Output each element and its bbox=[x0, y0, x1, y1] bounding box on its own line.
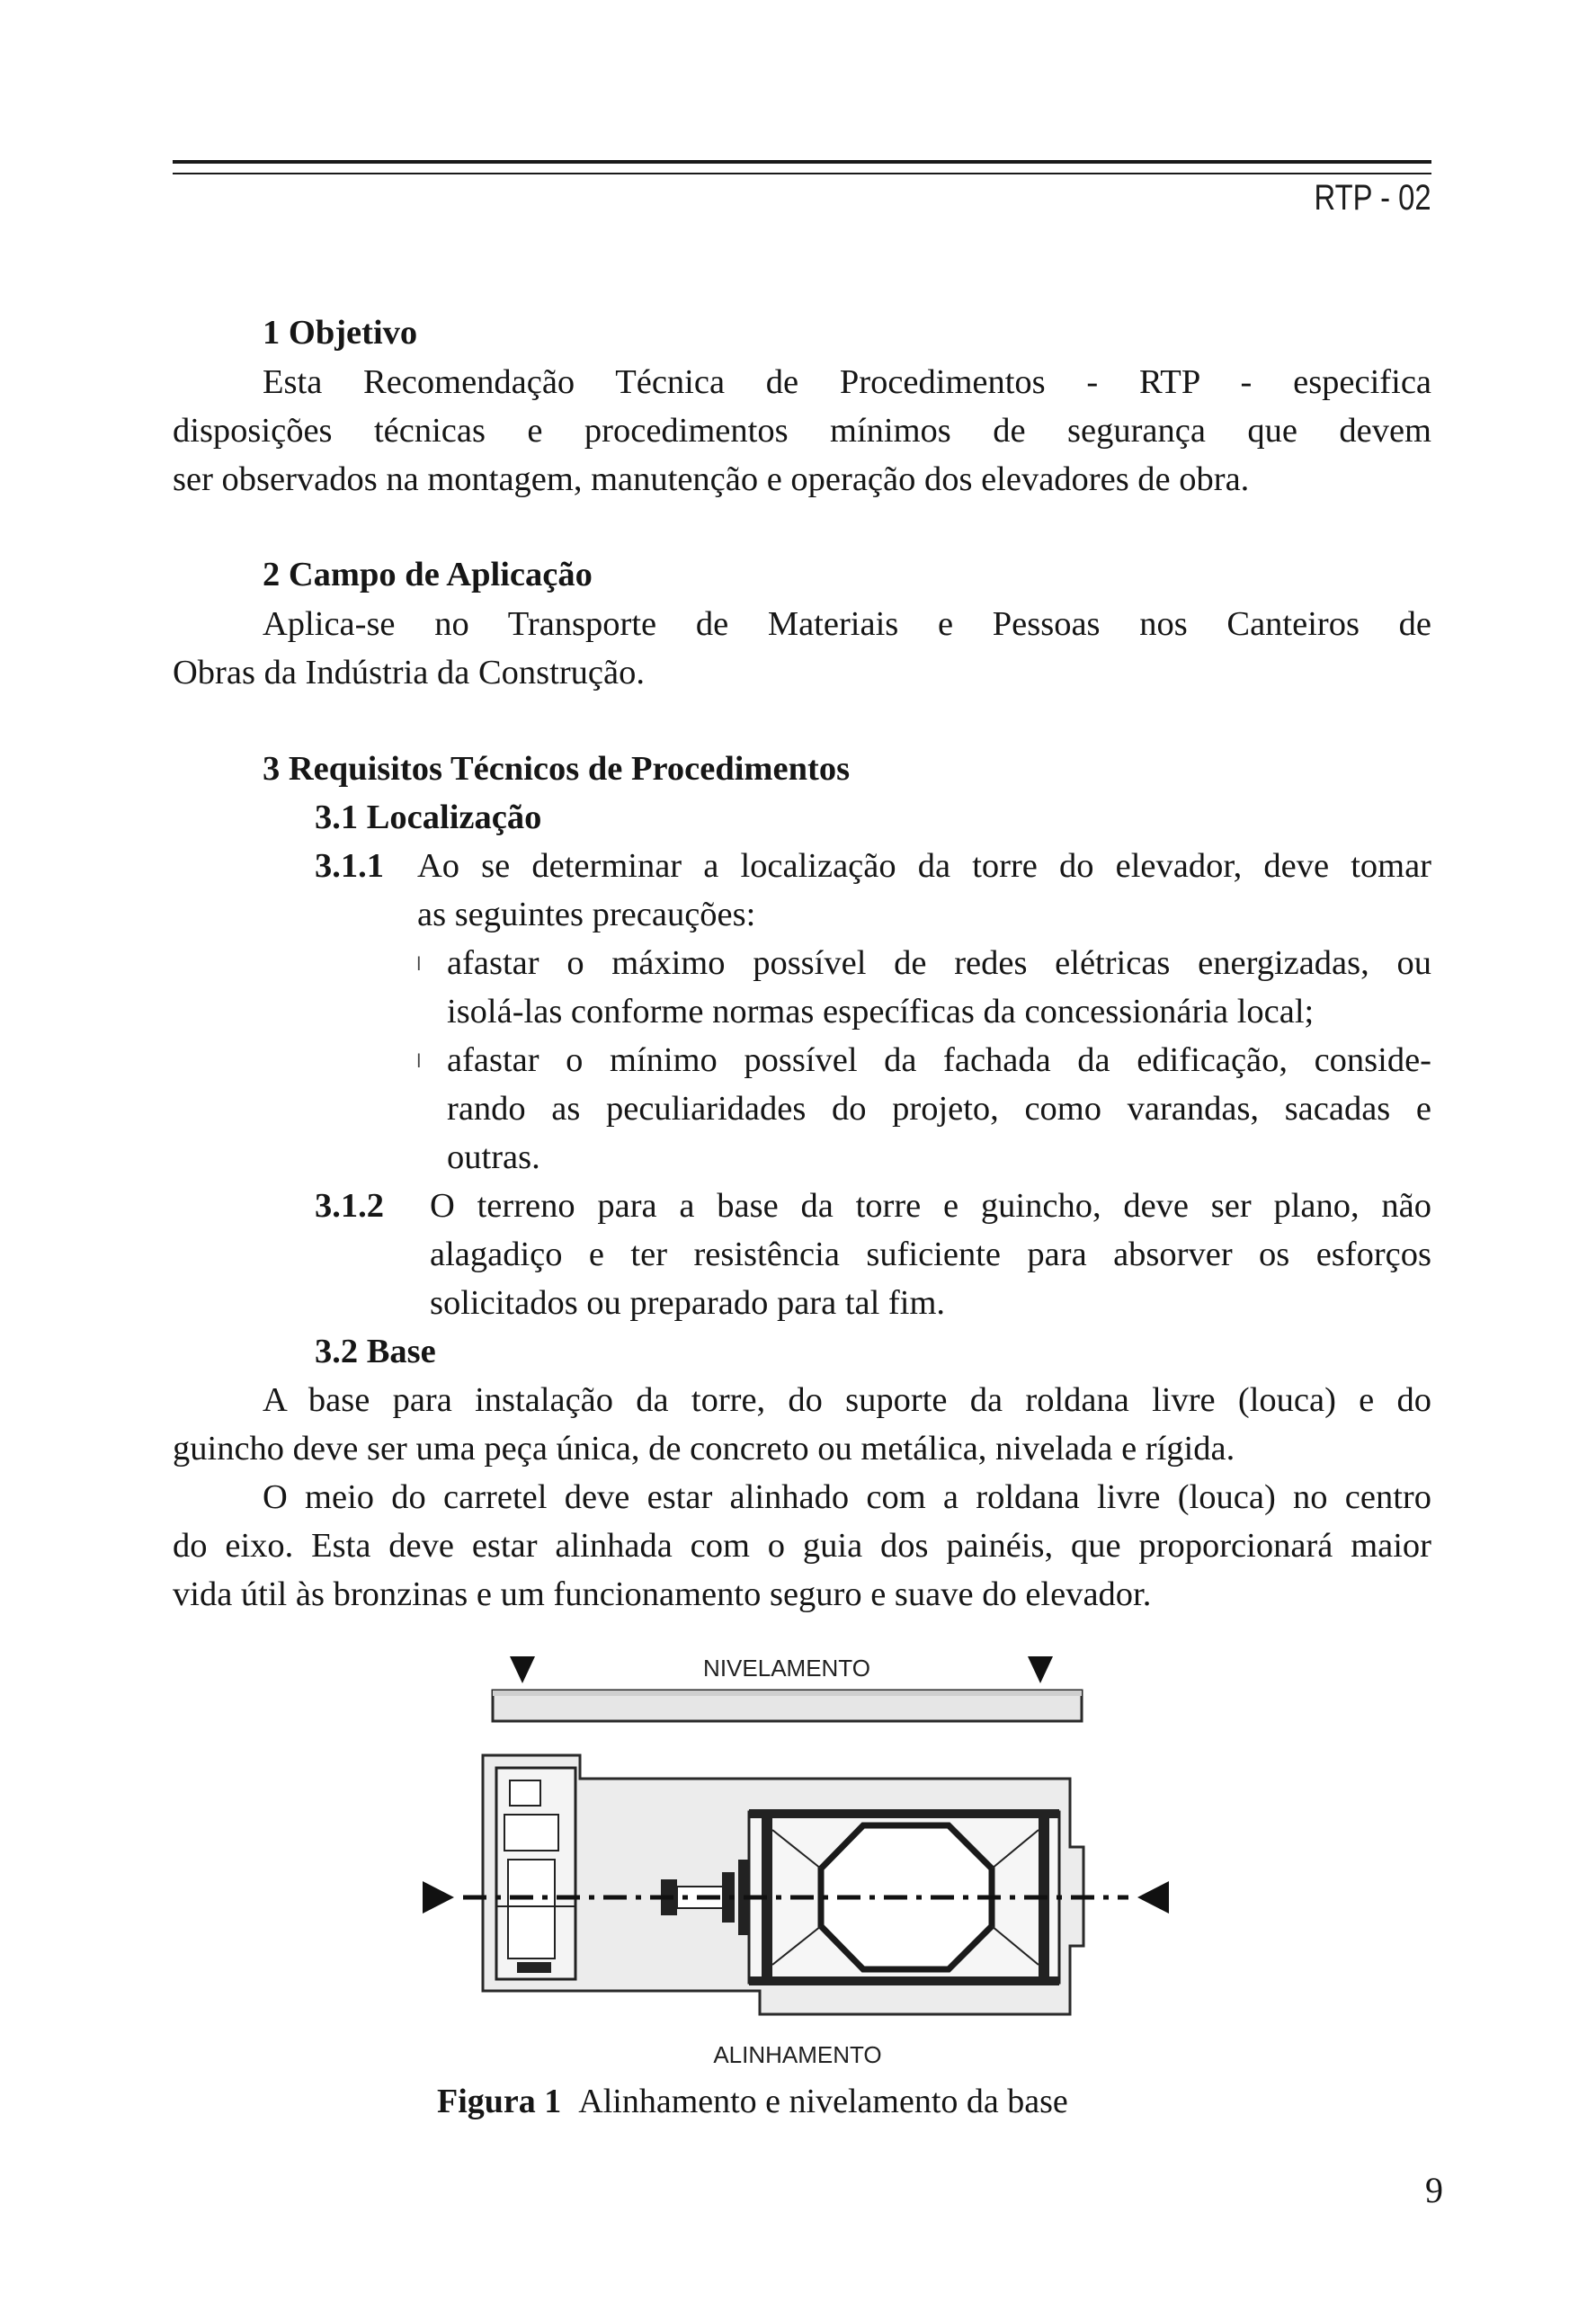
base-paragraph-1-line: A base para instalação da torre, do suporte da roldana livre (louca) e do bbox=[263, 1381, 1431, 1419]
item-3-1-2-number: 3.1.2 bbox=[315, 1187, 384, 1225]
section-1-line: ser observados na montagem, manutenção e operação dos elevadores de obra. bbox=[173, 460, 1250, 498]
level-marker-right-icon bbox=[1028, 1656, 1053, 1683]
bullet-1-line: isolá-las conforme normas específicas da concessionária local; bbox=[447, 993, 1315, 1031]
section-1-heading: 1 Objetivo bbox=[263, 314, 418, 352]
section-2-line: Aplica-se no Transporte de Materiais e Pessoas nos Canteiros de bbox=[263, 605, 1431, 643]
section-2-heading: 2 Campo de Aplicação bbox=[263, 556, 593, 593]
figure-caption bbox=[437, 2079, 1068, 2124]
header-rule-bottom bbox=[173, 173, 1431, 174]
item-3-1-2-line: alagadiço e ter resistência suficiente para absorver os esforços bbox=[430, 1236, 1431, 1273]
item-3-1-2-line: O terreno para a base da torre e guincho, deve ser plano, não bbox=[430, 1187, 1431, 1225]
header-rule-top bbox=[173, 160, 1431, 164]
base-paragraph-2-line: do eixo. Esta deve estar alinhada com o guia dos painéis, que proporcionará maior bbox=[173, 1527, 1431, 1565]
item-3-1-1-number: 3.1.1 bbox=[315, 847, 384, 885]
bullet-marker: l bbox=[416, 1050, 422, 1072]
align-marker-right-icon bbox=[1137, 1881, 1169, 1914]
figure-caption-text: Alinhamento e nivelamento da base bbox=[578, 2083, 1068, 2120]
align-marker-left-icon bbox=[423, 1881, 454, 1914]
figure-caption-label: Figura 1 bbox=[437, 2083, 562, 2120]
section-2-line: Obras da Indústria da Construção. bbox=[173, 654, 645, 691]
bullet-2-line: rando as peculiaridades do projeto, como varandas, sacadas e bbox=[447, 1090, 1431, 1128]
page-number: 9 bbox=[1425, 2170, 1443, 2210]
base-paragraph-2-line: vida útil às bronzinas e um funcionamento seguro e suave do elevador. bbox=[173, 1575, 1152, 1613]
subsection-3-1-heading: 3.1 Localização bbox=[315, 799, 542, 836]
bullet-1-line: afastar o máximo possível de redes elétricas energizadas, ou bbox=[447, 944, 1431, 982]
base-paragraph-2-line: O meio do carretel deve estar alinhado com a roldana livre (louca) no centro bbox=[263, 1478, 1431, 1516]
section-3-heading: 3 Requisitos Técnicos de Procedimentos bbox=[263, 750, 851, 788]
base-paragraph-1-line: guincho deve ser uma peça única, de concreto ou metálica, nivelada e rígida. bbox=[173, 1430, 1235, 1468]
item-3-1-1-line: as seguintes precauções: bbox=[417, 896, 756, 933]
item-3-1-2-line: solicitados ou preparado para tal fim. bbox=[430, 1284, 946, 1322]
level-marker-left-icon bbox=[510, 1656, 535, 1683]
document-code: RTP - 02 bbox=[1314, 178, 1431, 218]
label-nivelamento: NIVELAMENTO bbox=[703, 1655, 870, 1682]
section-1-line: Esta Recomendação Técnica de Procedimentos - RTP - especifica bbox=[263, 363, 1431, 401]
bullet-2-line: afastar o mínimo possível da fachada da edificação, conside- bbox=[447, 1041, 1431, 1079]
item-3-1-1-line: Ao se determinar a localização da torre do elevador, deve tomar bbox=[417, 847, 1431, 885]
subsection-3-2-heading: 3.2 Base bbox=[315, 1333, 436, 1370]
bullet-marker: l bbox=[416, 953, 422, 975]
figure-1-diagram bbox=[409, 1637, 1182, 2077]
label-alinhamento: ALINHAMENTO bbox=[713, 2041, 882, 2068]
bullet-2-line: outras. bbox=[447, 1138, 540, 1176]
section-1-line: disposições técnicas e procedimentos mínimos de segurança que devem bbox=[173, 412, 1431, 450]
